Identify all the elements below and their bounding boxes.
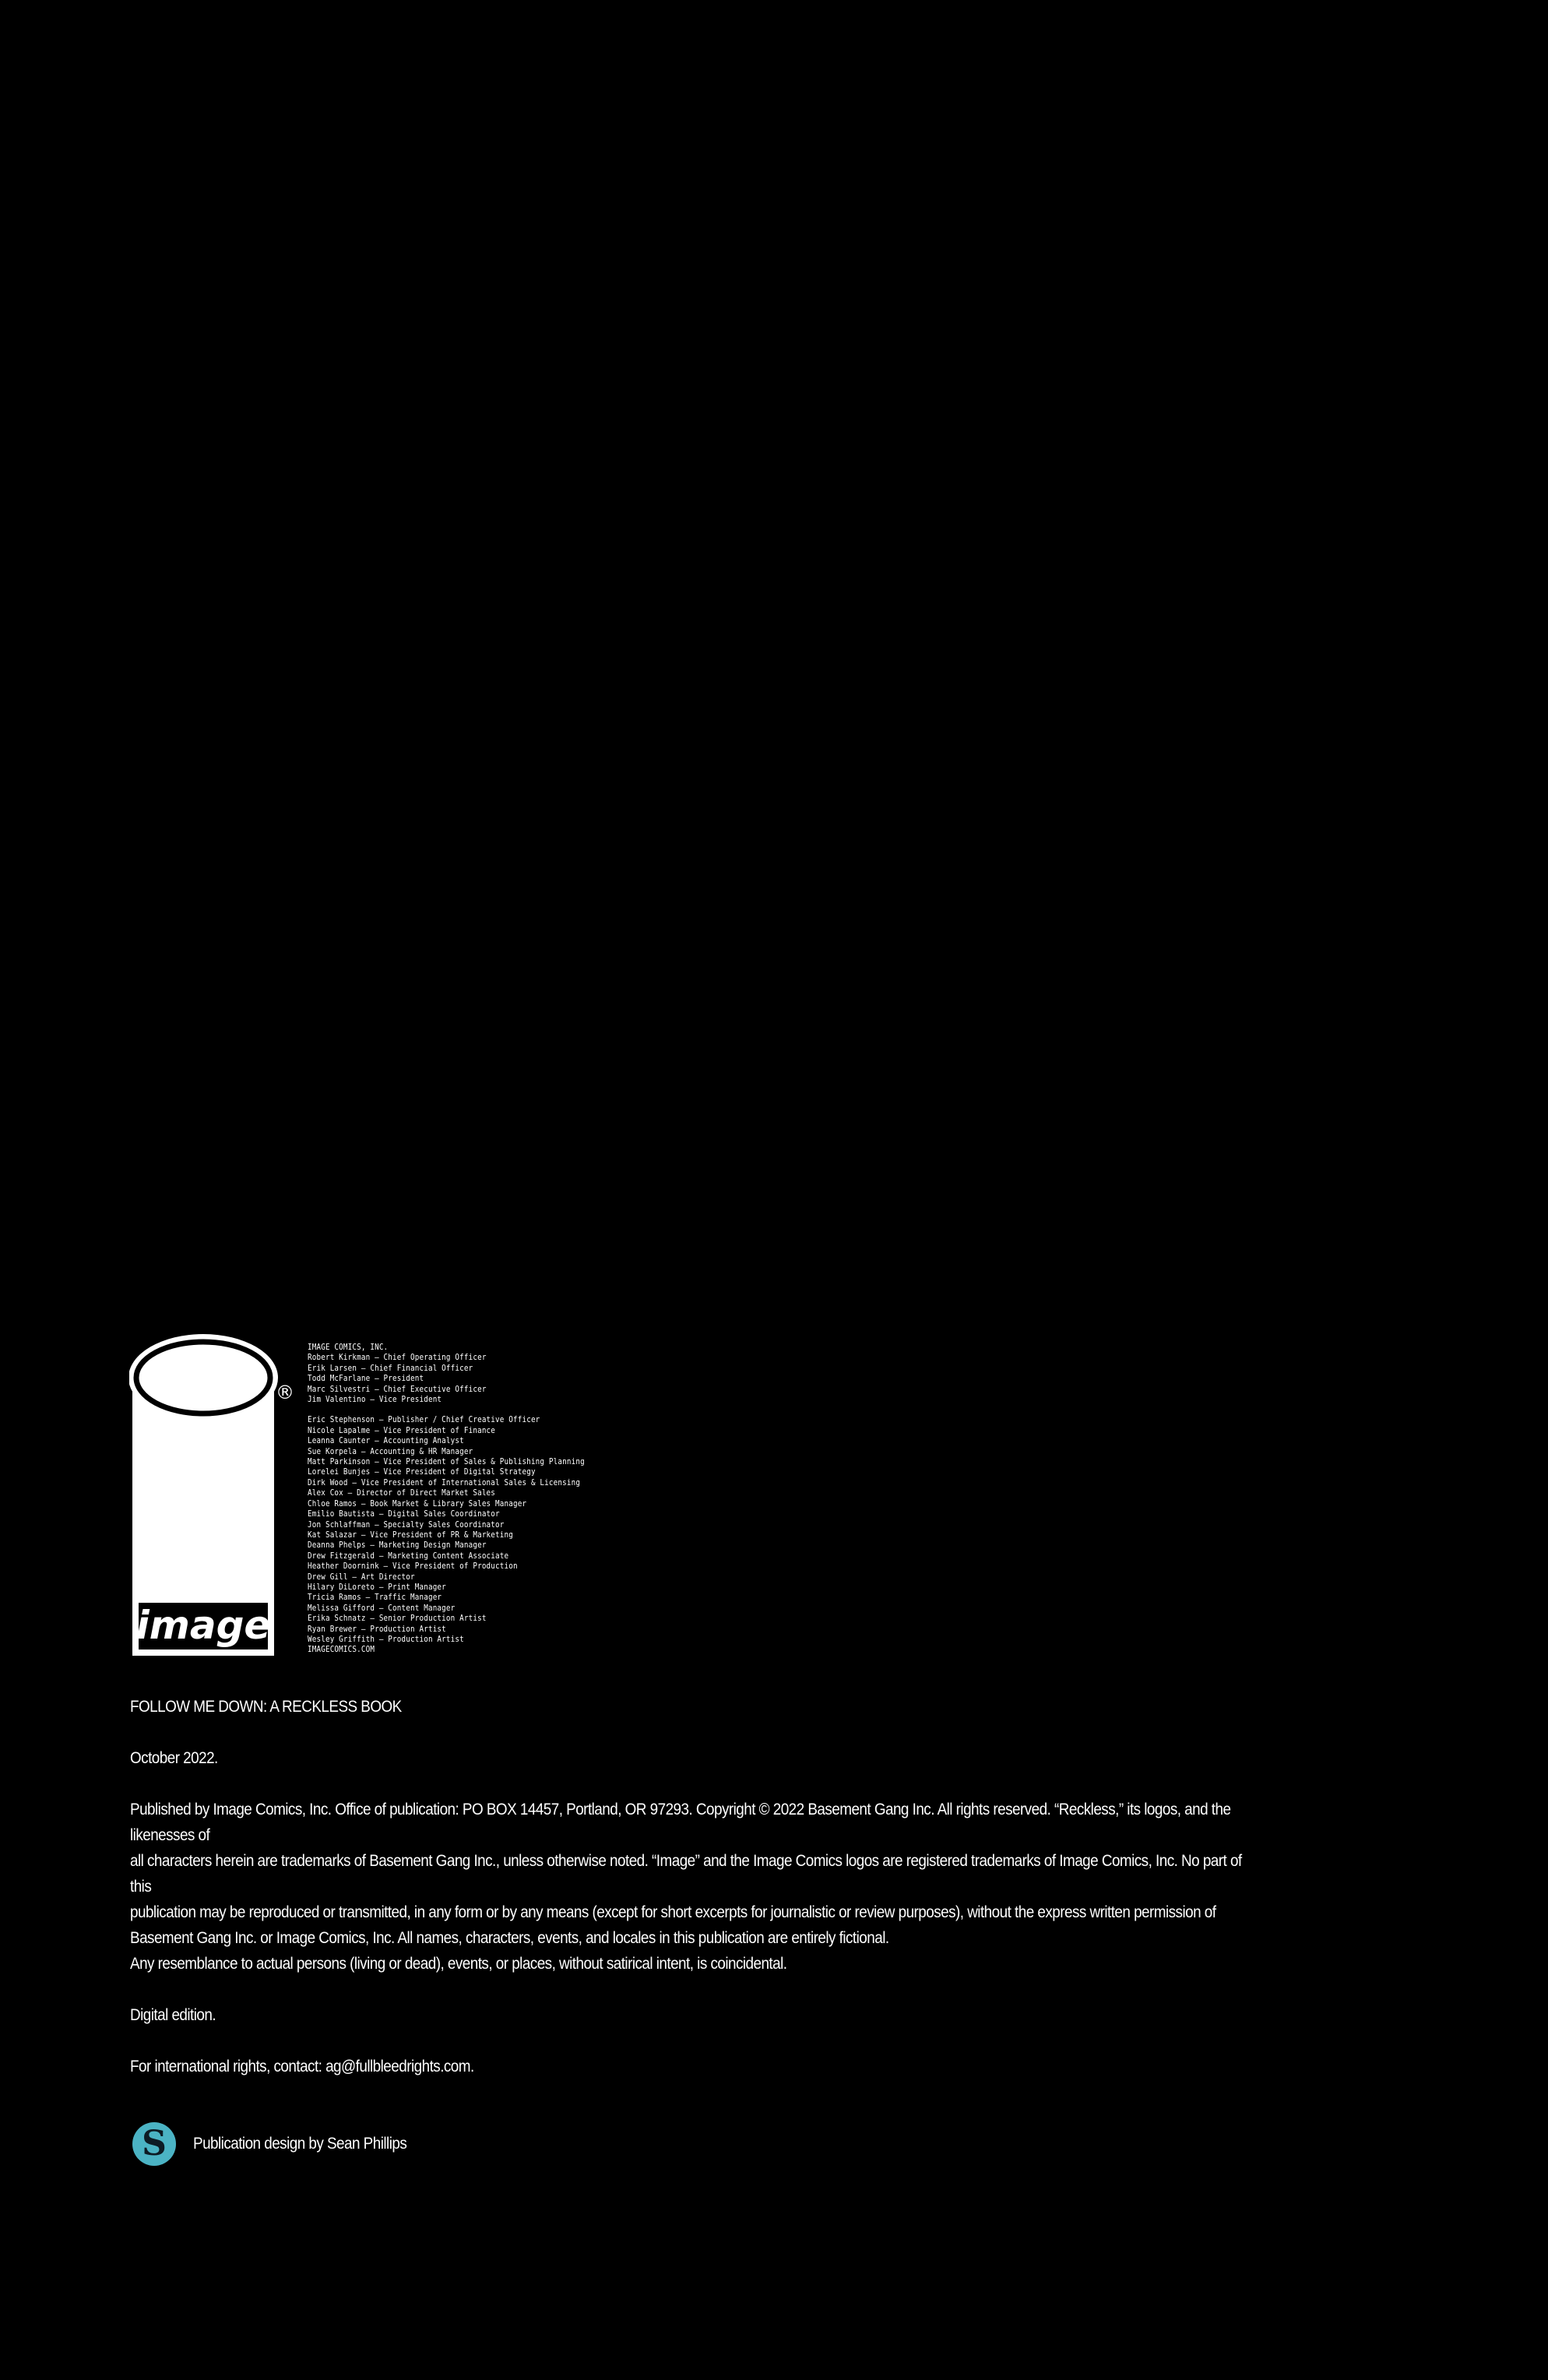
colophon: [130, 1694, 1244, 2105]
legal-notice: [130, 1797, 1244, 1977]
staff-line: Dirk Wood — Vice President of International Sales & Licensing: [308, 1477, 581, 1488]
staff-line: Drew Gill — Art Director: [308, 1572, 415, 1582]
staff-line: Emilio Bautista — Digital Sales Coordinator: [308, 1509, 500, 1519]
legal-line: all characters herein are trademarks of Basement Gang Inc., unless otherwise noted. “Image” and the Image Comics logos are registered trademarks of Image Comics, Inc. No part of this: [130, 1852, 1242, 1896]
legal-line: Basement Gang Inc. or Image Comics, Inc. All names, characters, events, and locales in this publication are entirely fictional.: [130, 1929, 889, 1947]
sean-phillips-logo-icon: S: [132, 2122, 176, 2166]
image-comics-logo: [129, 1333, 301, 1665]
staff-line: Melissa Gifford — Content Manager: [308, 1603, 456, 1613]
rights-contact: For international rights, contact: ag@fullbleedrights.com.: [130, 2058, 474, 2075]
staff-spacer: [308, 1405, 585, 1415]
staff-line: Hilary DiLoreto — Print Manager: [308, 1582, 446, 1592]
staff-line: Robert Kirkman — Chief Operating Officer: [308, 1353, 487, 1363]
staff-line: Marc Silvestri — Chief Executive Officer: [308, 1384, 487, 1394]
design-credit-text: Publication design by Sean Phillips: [193, 2135, 407, 2153]
image-logo-graphic: [129, 1333, 301, 1665]
staff-line: Matt Parkinson — Vice President of Sales & Publishing Planning: [308, 1457, 585, 1467]
designer-credit: [132, 2121, 431, 2167]
staff-line: Erik Larsen — Chief Financial Officer: [308, 1363, 473, 1373]
book-title: FOLLOW ME DOWN: A RECKLESS BOOK: [130, 1698, 402, 1716]
staff-line: Todd McFarlane — President: [308, 1374, 424, 1384]
staff-line: Lorelei Bunjes — Vice President of Digital Strategy: [308, 1467, 536, 1477]
staff-listing: [308, 1343, 585, 1656]
staff-line: Leanna Caunter — Accounting Analyst: [308, 1436, 464, 1446]
legal-line: Published by Image Comics, Inc. Office of publication: PO BOX 14457, Portland, OR 97293. Copyright © 2022 Basement Gang Inc. All rights reserved. “Reckless,” its logos, and the likenesses of: [130, 1801, 1231, 1844]
logo-wordmark: image: [135, 1603, 271, 1648]
staff-line: Heather Doornink — Vice President of Production: [308, 1561, 518, 1572]
staff-line: Nicole Lapalme — Vice President of Finance: [308, 1425, 496, 1435]
staff-line: Drew Fitzgerald — Marketing Content Associate: [308, 1551, 509, 1561]
website-link: IMAGECOMICS.COM: [308, 1645, 375, 1655]
staff-line: Deanna Phelps — Marketing Design Manager: [308, 1540, 487, 1551]
staff-line: Eric Stephenson — Publisher / Chief Creative Officer: [308, 1415, 540, 1425]
staff-line: Kat Salazar — Vice President of PR & Marketing: [308, 1530, 513, 1540]
legal-line: Any resemblance to actual persons (living or dead), events, or places, without satirical intent, is coincidental.: [130, 1955, 787, 1973]
staff-line: Jim Valentino — Vice President: [308, 1395, 442, 1405]
staff-line: Ryan Brewer — Production Artist: [308, 1624, 446, 1634]
staff-line: Chloe Ramos — Book Market & Library Sales Manager: [308, 1498, 527, 1509]
staff-line: IMAGE COMICS, INC.: [308, 1343, 389, 1352]
staff-group-executives: [308, 1343, 585, 1405]
staff-line: Alex Cox — Director of Direct Market Sales: [308, 1488, 496, 1498]
staff-line: Sue Korpela — Accounting & HR Manager: [308, 1446, 473, 1456]
staff-line: Erika Schnatz — Senior Production Artist: [308, 1614, 487, 1624]
staff-group-team: [308, 1415, 585, 1655]
staff-line: Jon Schlaffman — Specialty Sales Coordinator: [308, 1519, 505, 1530]
staff-line: Wesley Griffith — Production Artist: [308, 1634, 464, 1644]
legal-line: publication may be reproduced or transmitted, in any form or by any means (except for short excerpts for journalistic or review purposes), without the express written permission of: [130, 1903, 1216, 1921]
edition-note: Digital edition.: [130, 2006, 216, 2024]
registered-mark: ®: [276, 1382, 294, 1403]
staff-line: Tricia Ramos — Traffic Manager: [308, 1593, 442, 1603]
publication-date: October 2022.: [130, 1749, 218, 1767]
